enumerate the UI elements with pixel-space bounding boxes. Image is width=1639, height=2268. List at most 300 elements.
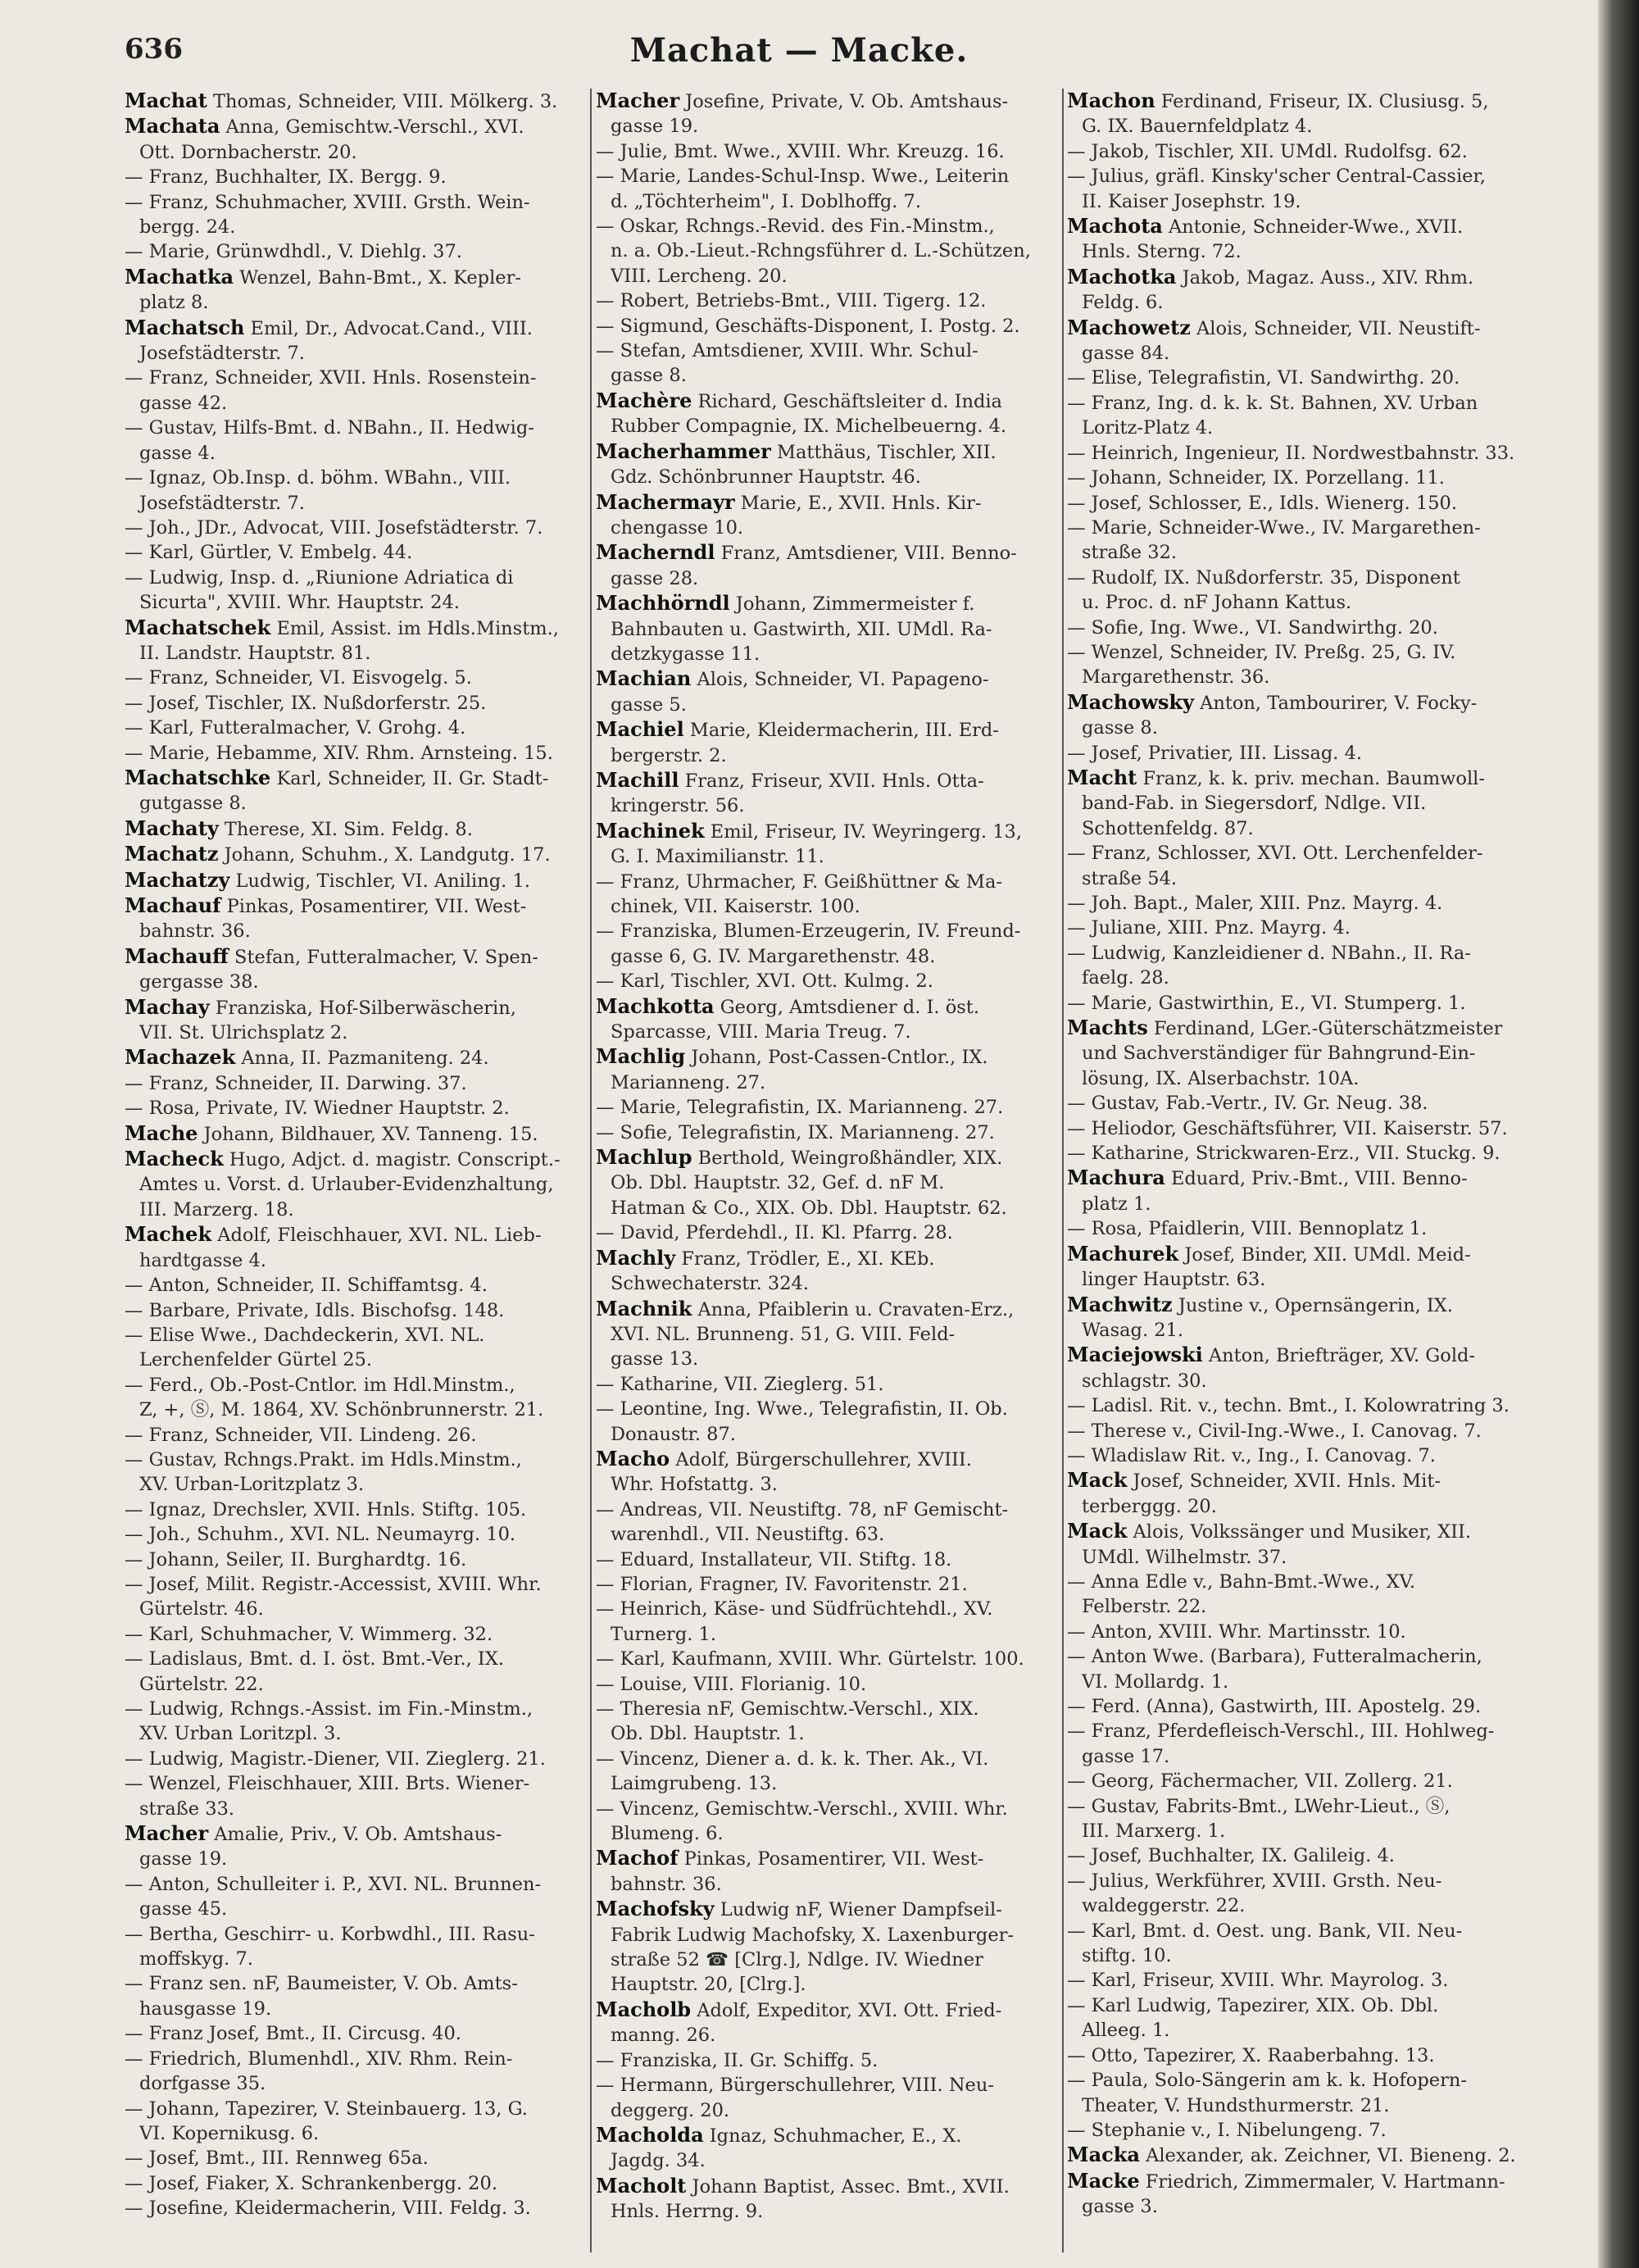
sub-entry-line — [125, 1373, 583, 1398]
directory-entry-line — [125, 1147, 583, 1172]
sub-entry-line — [596, 1647, 1055, 1671]
entry-text: Ferdinand, LGer.-Güterschätzmeister — [1147, 1018, 1503, 1040]
entry-text: gasse 17. — [1082, 1745, 1170, 1767]
entry-text: Richard, Geschäftsleiter d. India — [692, 390, 1002, 412]
surname-heading: Machay — [125, 994, 210, 1019]
entry-text: Amalie, Priv., V. Ob. Amtshaus- — [208, 1824, 502, 1846]
entry-text: Turnerg. 1. — [611, 1623, 716, 1645]
surname-heading: Machill — [596, 767, 679, 792]
column-1 — [125, 89, 583, 2221]
directory-entry-line — [125, 1045, 583, 1070]
continuation-line — [125, 491, 583, 516]
entry-text: — Vincenz, Gemischtw.-Verschl., XVIII. Whr. — [596, 1798, 1008, 1820]
entry-text: Berthold, Weingroßhändler, XIX. — [692, 1148, 1003, 1170]
entry-text: II. Landstr. Hauptstr. 81. — [139, 642, 371, 664]
continuation-line — [596, 516, 1055, 540]
surname-heading: Machek — [125, 1222, 212, 1247]
surname-heading: Machauf — [125, 893, 221, 917]
sub-entry-line — [1067, 391, 1526, 416]
surname-heading: Machian — [596, 666, 692, 691]
entry-text: gasse 45. — [139, 1898, 228, 1920]
surname-heading: Machatzy — [125, 867, 230, 892]
entry-text: — Sigmund, Geschäfts-Disponent, I. Postg. 2. — [596, 315, 1020, 337]
continuation-line — [596, 1170, 1055, 1195]
entry-text: Blumeng. 6. — [611, 1823, 724, 1845]
directory-entry-line — [125, 995, 583, 1020]
surname-heading: Macka — [1067, 2143, 1140, 2167]
entry-text: Thomas, Schneider, VIII. Mölkerg. 3. — [207, 91, 558, 112]
entry-text: III. Marxerg. 1. — [1082, 1820, 1226, 1843]
entry-text: — Wenzel, Schneider, IV. Preßg. 25, G. IV. — [1067, 641, 1456, 663]
entry-text: — Karl, Kaufmann, XVIII. Whr. Gürtelstr. 100. — [596, 1648, 1024, 1670]
entry-text: VI. Mollardg. 1. — [1082, 1670, 1229, 1693]
sub-entry-line — [125, 716, 583, 740]
continuation-line — [596, 1422, 1055, 1447]
column-3 — [1067, 89, 1526, 2220]
directory-entry-line — [596, 389, 1055, 414]
entry-text: — Franz, Schuhmacher, XVIII. Grsth. Wein- — [125, 191, 530, 213]
continuation-line — [1067, 716, 1526, 740]
continuation-line — [596, 1322, 1055, 1347]
entry-text: Anna, II. Pazmaniteng. 24. — [235, 1048, 489, 1070]
directory-entry-line — [596, 666, 1055, 692]
sub-entry-line — [1067, 139, 1526, 164]
directory-entry-line — [1067, 1343, 1526, 1368]
sub-entry-line — [1067, 1141, 1526, 1166]
continuation-line — [1067, 1066, 1526, 1091]
entry-text: — Heliodor, Geschäftsführer, VII. Kaiserstr. 57. — [1067, 1117, 1508, 1139]
entry-text: n. a. Ob.-Lieut.-Rchngsführer d. L.-Schützen, — [611, 240, 1031, 262]
sub-entry-line — [1067, 1719, 1526, 1743]
entry-text: gasse 8. — [611, 365, 687, 387]
entry-text: kringerstr. 56. — [611, 795, 745, 817]
directory-entry-line — [596, 819, 1055, 844]
surname-heading: Machatschek — [125, 615, 271, 639]
entry-text: Hnls. Herrng. 9. — [611, 2201, 764, 2223]
sub-entry-line — [125, 1572, 583, 1597]
sub-entry-line — [125, 1448, 583, 1472]
entry-text: — Florian, Fragner, IV. Favoritenstr. 21. — [596, 1573, 968, 1595]
sub-entry-line — [596, 1597, 1055, 1621]
entry-text: XVI. NL. Brunneng. 51, G. VIII. Feld- — [611, 1323, 956, 1345]
entry-text: Marianneng. 27. — [611, 1071, 766, 1093]
entry-text: stiftg. 10. — [1082, 1945, 1172, 1967]
entry-text: — Julie, Bmt. Wwe., XVIII. Whr. Kreuzg. 16. — [596, 140, 1005, 162]
directory-entry-line — [596, 1246, 1055, 1271]
entry-text: faelg. 28. — [1082, 967, 1169, 989]
entry-text: Gürtelstr. 22. — [139, 1673, 264, 1695]
entry-text: Ott. Dornbacherstr. 20. — [139, 141, 357, 163]
continuation-line — [125, 1672, 583, 1697]
entry-text: G. I. Maximilianstr. 11. — [611, 846, 824, 868]
entry-text: — Gustav, Fab.-Vertr., IV. Gr. Neug. 38. — [1067, 1093, 1428, 1115]
sub-entry-line — [1067, 1843, 1526, 1868]
sub-entry-line — [1067, 2068, 1526, 2093]
entry-text: Rubber Compagnie, IX. Michelbeuerng. 4. — [611, 416, 1007, 438]
continuation-line — [1067, 1744, 1526, 1769]
continuation-line — [1067, 1041, 1526, 1066]
continuation-line — [596, 2199, 1055, 2224]
entry-text: terberggg. 20. — [1082, 1495, 1217, 1517]
surname-heading: Machatka — [125, 264, 234, 289]
continuation-line — [596, 1522, 1055, 1547]
entry-text: — Rosa, Pfaidlerin, VIII. Bennoplatz 1. — [1067, 1218, 1428, 1240]
sub-entry-line — [125, 1548, 583, 1572]
entry-text: linger Hauptstr. 63. — [1082, 1269, 1266, 1291]
entry-text: — Ludwig, Insp. d. „Riunione Adriatica di — [125, 566, 514, 589]
directory-entry-line — [596, 1447, 1055, 1472]
directory-entry-line — [125, 842, 583, 867]
entry-text: Justine v., Opernsängerin, IX. — [1172, 1294, 1453, 1316]
continuation-line — [1067, 239, 1526, 264]
entry-text: VI. Kopernikusg. 6. — [139, 2122, 320, 2144]
continuation-line — [125, 590, 583, 615]
entry-text: — Franz sen. nF, Baumeister, V. Ob. Amts- — [125, 1973, 518, 1995]
surname-heading: Machatsch — [125, 315, 245, 339]
entry-text: — Ignaz, Drechsler, XVII. Hnls. Stiftg. 105. — [125, 1498, 527, 1520]
entry-text: straße 54. — [1082, 867, 1178, 889]
entry-text: Anton, Briefträger, XV. Gold- — [1202, 1345, 1476, 1367]
entry-text: — Sofie, Telegrafistin, IX. Marianneng. 27. — [596, 1121, 995, 1143]
entry-text: — Friedrich, Blumenhdl., XIV. Rhm. Rein- — [125, 2048, 513, 2070]
continuation-line — [596, 2098, 1055, 2123]
sub-entry-line — [125, 1622, 583, 1647]
continuation-line — [1067, 791, 1526, 816]
entry-text: — Joh. Bapt., Maler, XIII. Pnz. Mayrg. 4. — [1067, 893, 1443, 914]
entry-text: — Karl, Gürtler, V. Embelg. 44. — [125, 542, 413, 564]
continuation-line — [596, 1070, 1055, 1095]
sub-entry-line — [125, 366, 583, 390]
entry-text: — Robert, Betriebs-Bmt., VIII. Tigerg. 12. — [596, 290, 987, 312]
entry-text: Therese, XI. Sim. Feldg. 8. — [218, 818, 473, 840]
entry-text: VIII. Lercheng. 20. — [611, 265, 788, 287]
entry-text: gasse 6, G. IV. Margarethenstr. 48. — [611, 945, 936, 967]
continuation-line — [1067, 114, 1526, 139]
directory-entry-line — [125, 89, 583, 114]
sub-entry-line — [1067, 1570, 1526, 1594]
entry-text: — Johann, Tapezirer, V. Steinbauerg. 13, G. — [125, 2098, 528, 2120]
entry-text: XV. Urban Loritzpl. 3. — [139, 1723, 342, 1745]
continuation-line — [125, 1797, 583, 1821]
sub-entry-line — [596, 1372, 1055, 1397]
surname-heading: Machère — [596, 388, 692, 412]
surname-heading: Machermayr — [596, 489, 735, 514]
sub-entry-line — [596, 1498, 1055, 1522]
entry-text: Ignaz, Schuhmacher, E., X. — [703, 2125, 962, 2147]
continuation-line — [1067, 2018, 1526, 2043]
entry-text: — Franz, Ing. d. k. k. St. Bahnen, XV. Urban — [1067, 392, 1478, 414]
directory-entry-line — [596, 994, 1055, 1020]
entry-text: Z, +, Ⓢ, M. 1864, XV. Schönbrunnerstr. 21. — [139, 1399, 544, 1421]
surname-heading: Machofsky — [596, 1897, 715, 1921]
continuation-line — [596, 1872, 1055, 1897]
continuation-line — [125, 919, 583, 943]
sub-entry-line — [1067, 491, 1526, 516]
continuation-line — [596, 239, 1055, 263]
entry-text: — Jakob, Tischler, XII. UMdl. Rudolfsg. 62. — [1067, 140, 1468, 162]
entry-text: — Josef, Buchhalter, IX. Galileig. 4. — [1067, 1845, 1395, 1867]
entry-text: warenhdl., VII. Neustiftg. 63. — [611, 1524, 885, 1546]
entry-text: gutgasse 8. — [139, 793, 247, 815]
directory-entry-line — [596, 1297, 1055, 1322]
sub-entry-line — [596, 314, 1055, 339]
continuation-line — [125, 2121, 583, 2146]
continuation-line — [596, 2023, 1055, 2048]
entry-text: — Joh., JDr., Advocat, VIII. Josefstädterstr. 7. — [125, 516, 543, 539]
entry-text: — Ferd., Ob.-Post-Cntlor. im Hdl.Minstm., — [125, 1374, 515, 1396]
entry-text: Whr. Hofstattg. 3. — [611, 1474, 778, 1496]
entry-text: gasse 4. — [139, 442, 216, 464]
sub-entry-line — [125, 1096, 583, 1120]
surname-heading: Machhörndl — [596, 591, 730, 616]
directory-entry-line — [1067, 1468, 1526, 1493]
entry-text: Alois, Schneider, VII. Neustift- — [1190, 317, 1481, 339]
surname-heading: Machata — [125, 114, 220, 139]
entry-text: Gürtelstr. 46. — [139, 1598, 264, 1620]
entry-text: Matthäus, Tischler, XII. — [770, 441, 997, 463]
entry-text: Franz, Amtsdiener, VIII. Benno- — [715, 543, 1017, 565]
continuation-line — [125, 1997, 583, 2021]
sub-entry-line — [125, 1522, 583, 1547]
sub-entry-line — [596, 139, 1055, 164]
entry-text: Pinkas, Posamentirer, VII. West- — [678, 1848, 984, 1870]
entry-text: dorfgasse 35. — [139, 2073, 266, 2095]
entry-text: waldeggerstr. 22. — [1082, 1895, 1246, 1917]
entry-text: — Ignaz, Ob.Insp. d. böhm. WBahn., VIII. — [125, 467, 511, 489]
continuation-line — [596, 1020, 1055, 1044]
continuation-line — [125, 641, 583, 666]
surname-heading: Mache — [125, 1120, 198, 1145]
directory-entry-line — [596, 1044, 1055, 1070]
entry-text: — Franz, Schneider, VI. Eisvogelg. 5. — [125, 667, 472, 689]
continuation-line — [1067, 966, 1526, 990]
continuation-line — [1067, 1545, 1526, 1570]
entry-text: — Marie, Grünwdhdl., V. Diehlg. 37. — [125, 241, 462, 263]
continuation-line — [125, 1847, 583, 1871]
entry-text: chengasse 10. — [611, 516, 744, 539]
surname-heading: Machiel — [596, 717, 684, 742]
entry-text: Wenzel, Bahn-Bmt., X. Kepler- — [234, 266, 521, 289]
entry-text: band-Fab. in Siegersdorf, Ndlge. VII. — [1082, 793, 1427, 815]
sub-entry-line — [125, 1423, 583, 1448]
entry-text: gasse 42. — [139, 392, 228, 414]
continuation-line — [1067, 1670, 1526, 1694]
entry-text: — Marie, Gastwirthin, E., VI. Stumperg. 1. — [1067, 992, 1466, 1014]
entry-text: Hnls. Sterng. 72. — [1082, 241, 1242, 263]
entry-text: straße 32. — [1082, 542, 1178, 564]
sub-entry-line — [1067, 516, 1526, 540]
entry-text: Schwechaterstr. 324. — [611, 1273, 809, 1295]
continuation-line — [1067, 416, 1526, 440]
entry-text: — Vincenz, Diener a. d. k. k. Ther. Ak., VI. — [596, 1748, 989, 1770]
sub-entry-line — [596, 164, 1055, 189]
surname-heading: Machon — [1067, 89, 1155, 112]
entry-text: — Josef, Schlosser, E., Idls. Wienerg. 150. — [1067, 492, 1457, 514]
entry-text: — Marie, Schneider-Wwe., IV. Margarethen- — [1067, 516, 1481, 539]
directory-entry-line — [1067, 214, 1526, 239]
surname-heading: Machinek — [596, 818, 705, 843]
continuation-line — [596, 944, 1055, 969]
entry-text: — Johann, Schneider, IX. Porzellang. 11. — [1067, 467, 1445, 489]
entry-text: gasse 5. — [611, 693, 687, 716]
sub-entry-line — [1067, 741, 1526, 766]
entry-text: bergg. 24. — [139, 216, 236, 239]
continuation-line — [596, 844, 1055, 869]
sub-entry-line — [125, 165, 583, 189]
sub-entry-line — [125, 2146, 583, 2170]
directory-entry-line — [125, 868, 583, 893]
entry-text: Bahnbauten u. Gastwirth, XII. UMdl. Ra- — [611, 618, 992, 640]
entry-text: — Karl, Bmt. d. Oest. ung. Bank, VII. Neu- — [1067, 1920, 1463, 1942]
sub-entry-line — [596, 1672, 1055, 1697]
entry-text: Jagdg. 34. — [611, 2150, 706, 2172]
sub-entry-line — [1067, 1216, 1526, 1241]
directory-entry-line — [125, 616, 583, 641]
entry-text: — Juliane, XIII. Pnz. Mayrg. 4. — [1067, 917, 1351, 939]
entry-text: — Franz, Schlosser, XVI. Ott. Lerchenfelder- — [1067, 843, 1483, 865]
entry-text: Eduard, Priv.-Bmt., VIII. Benno- — [1165, 1168, 1468, 1190]
continuation-line — [1067, 1267, 1526, 1292]
entry-text: gasse 8. — [1082, 717, 1158, 739]
entry-text: II. Kaiser Josephstr. 19. — [1082, 190, 1301, 212]
sub-entry-line — [1067, 991, 1526, 1016]
sub-entry-line — [1067, 466, 1526, 490]
entry-text: Amtes u. Vorst. d. Urlauber-Evidenzhaltung, — [139, 1174, 554, 1196]
entry-text: — Katharine, Strickwaren-Erz., VII. Stuckg. 9. — [1067, 1143, 1501, 1165]
entry-text: Sicurta", XVIII. Whr. Hauptstr. 24. — [139, 592, 460, 614]
continuation-line — [1067, 1893, 1526, 1918]
entry-text: — Julius, gräfl. Kinsky'scher Central-Cassier, — [1067, 166, 1486, 188]
surname-heading: Machkotta — [596, 993, 715, 1018]
entry-text: chinek, VII. Kaiserstr. 100. — [611, 896, 860, 917]
entry-text: und Sachverständiger für Bahngrund-Ein- — [1082, 1043, 1476, 1065]
entry-text: Hauptstr. 20, [Clrg.]. — [611, 1974, 806, 1996]
continuation-line — [125, 441, 583, 466]
continuation-line — [1067, 1369, 1526, 1393]
entry-text: Emil, Dr., Advocat.Cand., VIII. — [244, 317, 533, 339]
entry-text: Emil, Assist. im Hdls.Minstm., — [270, 617, 559, 639]
surname-heading: Machts — [1067, 1016, 1148, 1040]
entry-text: Josefstädterstr. 7. — [139, 343, 305, 365]
continuation-line — [1067, 665, 1526, 689]
entry-text: — Ludwig, Kanzleidiener d. NBahn., II. Ra- — [1067, 942, 1471, 964]
entry-text: — Therese v., Civil-Ing.-Wwe., I. Canovag. 7. — [1067, 1420, 1482, 1442]
continuation-line — [596, 566, 1055, 591]
entry-text: — Theresia nF, Gemischtw.-Verschl., XIX. — [596, 1698, 979, 1720]
continuation-line — [1067, 590, 1526, 615]
entry-text: — Gustav, Fabrits-Bmt., LWehr-Lieut., Ⓢ, — [1067, 1795, 1451, 1817]
directory-entry-line — [125, 316, 583, 341]
entry-text: Karl, Schneider, II. Gr. Stadt- — [270, 767, 549, 789]
continuation-line — [1067, 816, 1526, 841]
surname-heading: Mack — [1067, 1468, 1128, 1493]
entry-text: Anna, Pfaiblerin u. Cravaten-Erz., — [692, 1298, 1015, 1320]
sub-entry-line — [125, 466, 583, 490]
continuation-line — [125, 1348, 583, 1372]
sub-entry-line — [1067, 1419, 1526, 1443]
continuation-line — [125, 290, 583, 315]
entry-text: platz 1. — [1082, 1193, 1151, 1215]
continuation-line — [1067, 1943, 1526, 1968]
continuation-line — [1067, 2093, 1526, 2118]
continuation-line — [1067, 866, 1526, 891]
sub-entry-line — [125, 691, 583, 716]
entry-text: manng. 26. — [611, 2025, 716, 2047]
entry-text: gergasse 38. — [139, 971, 259, 993]
entry-text: — Ludwig, Rchngs.-Assist. im Fin.-Minstm., — [125, 1698, 533, 1720]
continuation-line — [125, 1721, 583, 1746]
continuation-line — [596, 1972, 1055, 1997]
directory-entry-line — [596, 1846, 1055, 1871]
entry-text: — Marie, Telegrafistin, IX. Marianneng. 27. — [596, 1097, 1004, 1119]
sub-entry-line — [1067, 1769, 1526, 1793]
entry-text: — Karl, Schuhmacher, V. Wimmerg. 32. — [125, 1623, 493, 1645]
entry-text: gasse 19. — [611, 116, 699, 138]
directory-entry-line — [1067, 316, 1526, 341]
sub-entry-line — [1067, 1644, 1526, 1669]
sub-entry-line — [596, 1120, 1055, 1145]
continuation-line — [125, 140, 583, 165]
entry-text: — Franz, Schneider, VII. Lindeng. 26. — [125, 1424, 477, 1446]
surname-heading: Machat — [125, 89, 207, 112]
continuation-line — [596, 1771, 1055, 1796]
entry-text: — Elise, Telegrafistin, VI. Sandwirthg. 20. — [1067, 367, 1460, 389]
continuation-line — [125, 1020, 583, 1045]
surname-heading: Machlup — [596, 1145, 692, 1170]
continuation-line — [596, 1721, 1055, 1746]
surname-heading: Macherndl — [596, 540, 715, 565]
continuation-line — [596, 1948, 1055, 1972]
entry-text: Feldg. 6. — [1082, 292, 1164, 314]
directory-entry-line — [596, 2123, 1055, 2148]
sub-entry-line — [125, 1922, 583, 1947]
entry-text: hardtgasse 4. — [139, 1249, 266, 1271]
sub-entry-line — [125, 1647, 583, 1671]
entry-text: Anton, Tambourirer, V. Focky- — [1193, 692, 1478, 714]
entry-text: — Johann, Seiler, II. Burghardtg. 16. — [125, 1548, 467, 1570]
entry-text: Josefine, Private, V. Ob. Amtshaus- — [679, 91, 1009, 112]
entry-text: lösung, IX. Alserbachstr. 10A. — [1082, 1067, 1360, 1089]
entry-text: Alexander, ak. Zeichner, VI. Bieneng. 2. — [1139, 2145, 1516, 2167]
surname-heading: Machazek — [125, 1045, 236, 1070]
entry-text: bahnstr. 36. — [611, 1873, 722, 1895]
continuation-line — [596, 189, 1055, 214]
sub-entry-line — [1067, 441, 1526, 466]
continuation-line — [1067, 2194, 1526, 2219]
entry-text: VII. St. Ulrichsplatz 2. — [139, 1022, 348, 1044]
entry-text: Franz, Trödler, E., XI. KEb. — [675, 1248, 935, 1270]
directory-entry-line — [596, 1998, 1055, 2023]
sub-entry-line — [125, 2171, 583, 2196]
entry-text: Josef, Binder, XII. UMdl. Meid- — [1178, 1243, 1471, 1266]
surname-heading: Macke — [1067, 2168, 1140, 2193]
entry-text: — Otto, Tapezirer, X. Raaberbahng. 13. — [1067, 2044, 1435, 2066]
entry-text: Pinkas, Posamentirer, VII. West- — [220, 896, 527, 917]
continuation-line — [125, 1398, 583, 1422]
page-number: 636 — [125, 33, 183, 66]
entry-text: — Ferd. (Anna), Gastwirth, III. Apostelg. 29. — [1067, 1696, 1482, 1717]
entry-text: Ob. Dbl. Hauptstr. 32, Gef. d. nF M. — [611, 1172, 945, 1194]
continuation-line — [596, 114, 1055, 139]
continuation-line — [596, 1271, 1055, 1296]
column-rule — [590, 89, 592, 2252]
sub-entry-line — [596, 1220, 1055, 1245]
entry-text: — Georg, Fächermacher, VII. Zollerg. 21. — [1067, 1770, 1453, 1793]
sub-entry-line — [125, 666, 583, 690]
sub-entry-line — [125, 1697, 583, 1721]
sub-entry-line — [1067, 841, 1526, 866]
entry-text: — Elise Wwe., Dachdeckerin, XVI. NL. — [125, 1324, 485, 1346]
